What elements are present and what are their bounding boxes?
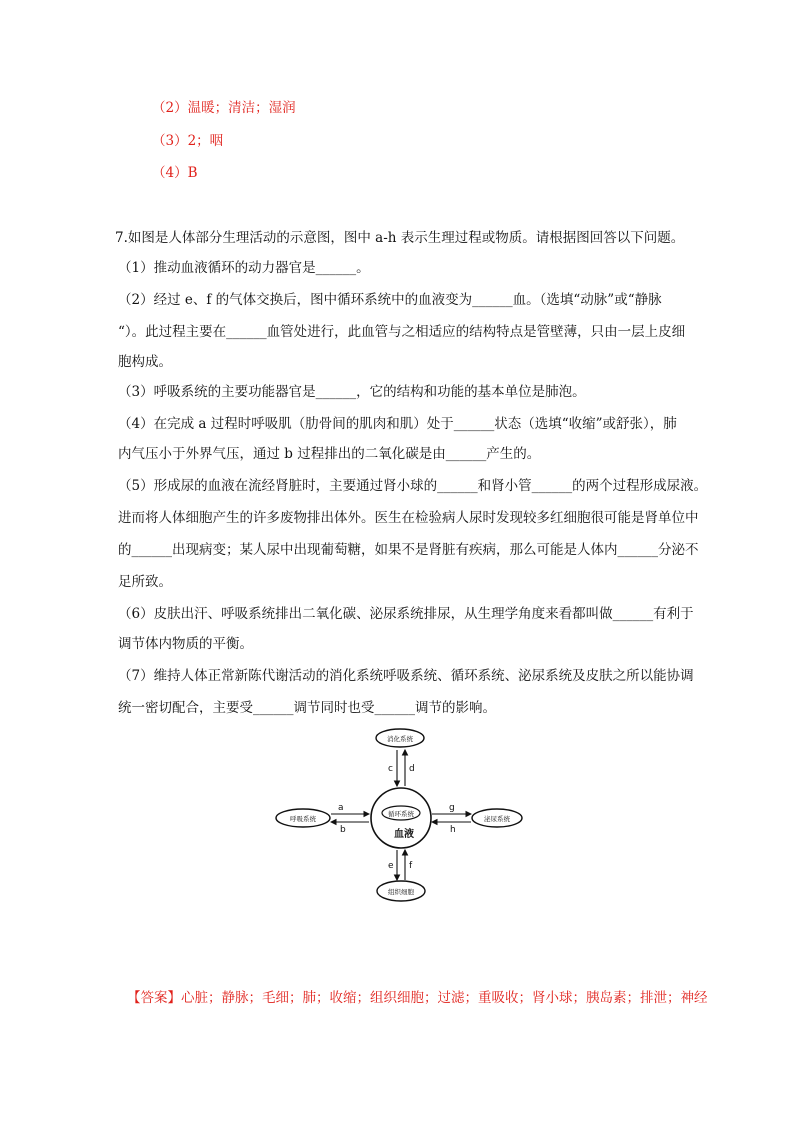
label-a: a (338, 803, 344, 813)
question-part-5-cont3: 足所致。 (118, 574, 172, 590)
question-part-1: （1）推动血液循环的动力器官是______。 (118, 260, 370, 276)
question-part-5-cont: 进而将人体细胞产生的许多废物排出体外。医生在检验病人尿时发现较多红细胞很可能是肾单位中 (118, 510, 699, 526)
circulation-system-label: 循环系统 (388, 810, 414, 818)
question-stem: 7.如图是人体部分生理活动的示意图，图中 a-h 表示生理过程或物质。请根据图回答以下问题。 (115, 230, 685, 246)
question-part-2-cont: “）。此过程主要在______血管处进行，此血管与之相适应的结构特点是管壁薄，只由一层上皮细 (118, 324, 686, 340)
question-part-2: （2）经过 e、f 的气体交换后，图中循环系统中的血液变为______血。（选填“动脉”或“静脉 (118, 292, 662, 308)
circulation-diagram (270, 720, 530, 910)
previous-answer-3: （3）2；咽 (152, 133, 224, 149)
question-part-4-cont: 内气压小于外界气压，通过 b 过程排出的二氧化碳是由______产生的。 (118, 446, 541, 462)
question-part-7-cont: 统一密切配合，主要受______调节同时也受______调节的影响。 (118, 700, 496, 716)
question-part-5: （5）形成尿的血液在流经肾脏时，主要通过肾小球的______和肾小管______的两个过程形成尿液。 (118, 478, 708, 494)
label-d: d (409, 764, 415, 774)
question-part-7: （7）维持人体正常新陈代谢活动的消化系统呼吸系统、循环系统、泌尿系统及皮肤之所以能协调 (118, 668, 694, 684)
question-part-6: （6）皮肤出汗、呼吸系统排出二氧化碳、泌尿系统排尿，从生理学角度来看都叫做______有利于 (118, 606, 694, 622)
label-g: g (449, 803, 455, 813)
question-part-5-cont2: 的______出现病变；某人尿中出现葡萄糖，如果不是肾脏有疾病，那么可能是人体内______分泌不 (118, 542, 699, 558)
blood-label: 血液 (394, 829, 414, 840)
label-c: c (388, 764, 393, 774)
question-part-4: （4）在完成 a 过程时呼吸肌（肋骨间的肌肉和肌）处于______状态（选填“收缩”或舒张），肺 (118, 416, 677, 432)
previous-answer-4: （4）B (152, 165, 198, 181)
question-part-3: （3）呼吸系统的主要功能器官是______，它的结构和功能的基本单位是肺泡。 (118, 384, 586, 400)
answer-tag: 【答案】 (127, 990, 181, 1006)
label-h: h (450, 825, 456, 835)
respiratory-system-label: 呼吸系统 (290, 815, 316, 823)
urinary-system-label: 泌尿系统 (484, 815, 510, 823)
label-f: f (409, 861, 413, 871)
question-part-2-cont2: 胞构成。 (118, 354, 172, 370)
previous-answer-2: （2）温暖；清洁；湿润 (152, 100, 296, 116)
label-e: e (388, 861, 394, 871)
digestive-system-label: 消化系统 (387, 735, 413, 743)
question-part-6-cont: 调节体内物质的平衡。 (118, 636, 253, 652)
label-b: b (340, 825, 346, 835)
tissue-cells-label: 组织细胞 (388, 888, 414, 896)
answer-text: 心脏；静脉；毛细；肺；收缩；组织细胞；过滤；重吸收；肾小球；胰岛素；排泄；神经 (181, 990, 708, 1006)
answer-line (127, 988, 708, 1008)
